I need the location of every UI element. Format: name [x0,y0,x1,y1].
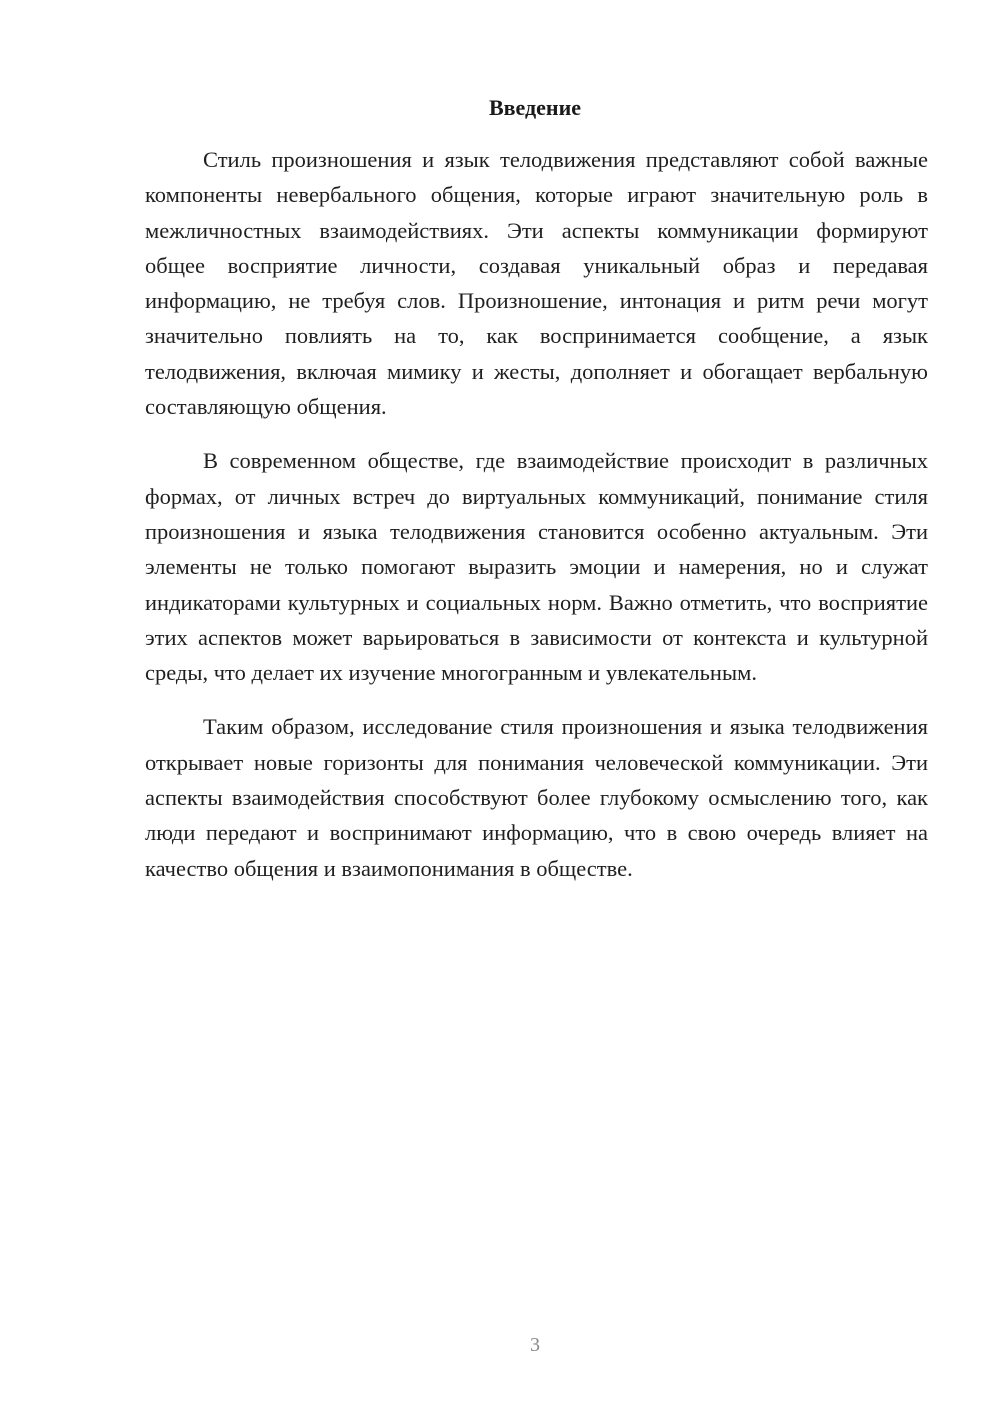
paragraph-2: В современном обществе, где взаимодействие происходит в различных формах, от личных встреч до виртуальных коммуникаций, понимание стиля произношения и языка телодвижения становится особенно актуальным. Эти элементы не только помогают выразить эмоции и намерения, но и служат индикаторами культурных и социальных норм. Важно отметить, что восприятие этих аспектов может варьироваться в зависимости от контекста и культурной среды, что делает их изучение многогранным и увлекательным. [145,448,928,686]
page-number: 3 [530,1334,540,1356]
body-text [145,142,928,886]
paragraph-1: Стиль произношения и язык телодвижения представляют собой важные компоненты невербального общения, которые играют значительную роль в межличностных взаимодействиях. Эти аспекты коммуникации формируют общее восприятие личности, создавая уникальный образ и передавая информацию, не требуя слов. Произношение, интонация и ритм речи могут значительно повлиять на то, как воспринимается сообщение, а язык телодвижения, включая мимику и жесты, дополняет и обогащает вербальную составляющую общения. [145,147,928,420]
page-title: Введение [488,95,582,120]
paragraph-3: Таким образом, исследование стиля произношения и языка телодвижения открывает новые горизонты для понимания человеческой коммуникации. Эти аспекты взаимодействия способствуют более глубокому осмыслению того, как люди передают и воспринимают информацию, что в свою очередь влияет на качество общения и взаимопонимания в обществе. [145,714,928,881]
